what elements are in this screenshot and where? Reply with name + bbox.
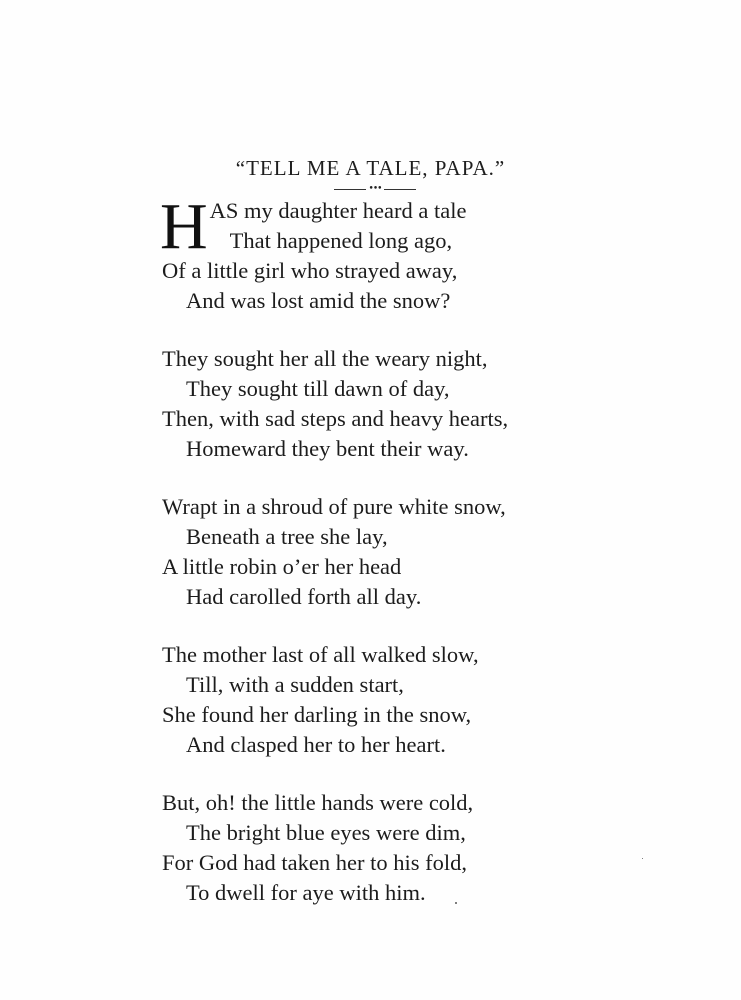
poem-title: “TELL ME A TALE, PAPA.” [235, 156, 506, 180]
poem-line: For God had taken her to his fold, [162, 850, 467, 875]
poem-line: She found her darling in the snow, [162, 702, 472, 727]
poem-line: And was lost amid the snow? [186, 288, 451, 313]
drop-cap: H [160, 190, 208, 263]
poem-line: Homeward they bent their way. [186, 436, 469, 461]
poem-line: And clasped her to her heart. [186, 732, 446, 757]
stanza-1 [160, 190, 602, 316]
stanza-5 [162, 788, 602, 908]
poem-line: Then, with sad steps and heavy hearts, [162, 406, 509, 431]
poem-line: Of a little girl who strayed away, [162, 258, 458, 283]
paper-speck [455, 902, 457, 904]
poem-line: Had carolled forth all day. [186, 584, 422, 609]
poem-line: But, oh! the little hands were cold, [162, 790, 474, 815]
ornament-rule-left [334, 189, 366, 190]
poem-line: The bright blue eyes were dim, [186, 820, 466, 845]
poem-line: AS my daughter heard a tale [209, 198, 467, 223]
stanza-4 [162, 640, 602, 760]
paper-speck [642, 858, 643, 859]
poem-line: That happened long ago, [229, 228, 453, 253]
poem-line: The mother last of all walked slow, [162, 642, 479, 667]
poem-line: A little robin o’er her head [162, 554, 402, 579]
poem-line: Till, with a sudden start, [186, 672, 404, 697]
poem-line: To dwell for aye with him. [186, 880, 426, 905]
title-ornament [334, 185, 416, 195]
stanza-3 [162, 492, 602, 612]
poem-line: Beneath a tree she lay, [186, 524, 388, 549]
ornament-dots: ••• [368, 184, 382, 194]
poem-line: Wrapt in a shroud of pure white snow, [162, 494, 506, 519]
poem-body [160, 190, 602, 936]
stanza-2 [162, 344, 602, 464]
poem-line: They sought her all the weary night, [162, 346, 488, 371]
ornament-rule-right [384, 189, 416, 190]
poem-line: They sought till dawn of day, [186, 376, 450, 401]
